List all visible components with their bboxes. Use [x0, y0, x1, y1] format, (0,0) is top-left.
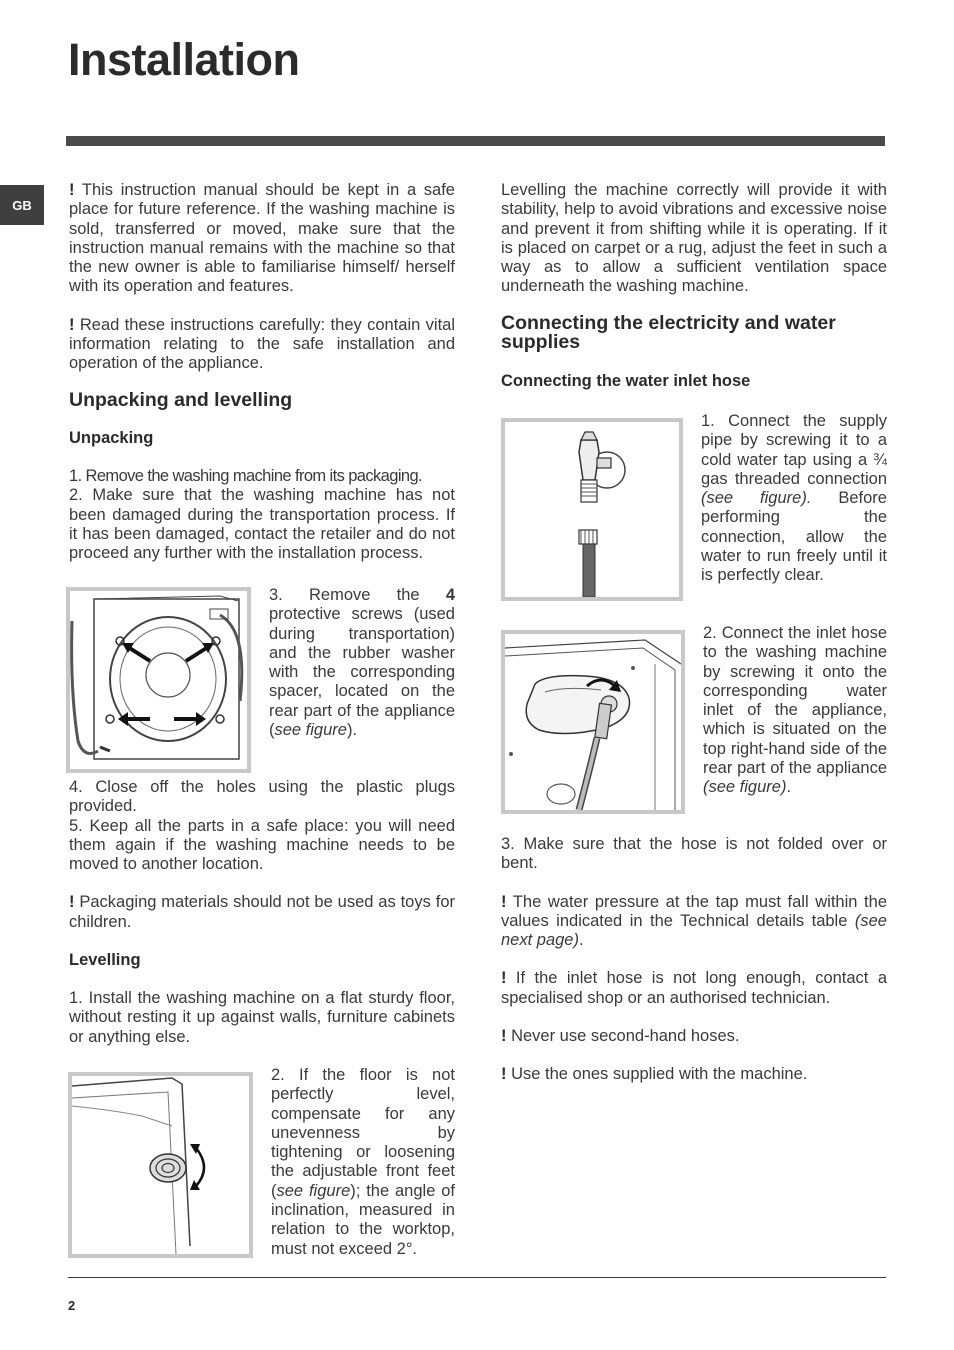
rear-panel-illustration: [70, 591, 247, 769]
left-column-middle: [69, 778, 455, 1047]
machine-inlet-illustration: [505, 634, 681, 810]
levelling-step-2: 2. If the floor is not perfectly level, compensate for any unevenness by tightening or loosening the adjustable front feet (see figure); the angle of inclination, measured in relation to the worktop, must not exceed 2°.: [271, 1066, 455, 1258]
figure-machine-inlet: [501, 630, 685, 814]
header-rule: [66, 136, 885, 146]
inlet-step-2: 2. Connect the inlet hose to the washing machine by screwing it onto the corresponding water inlet of the appliance, which is situated on the top right-hand side of the rear part of the appliance (see figure).: [703, 624, 887, 797]
levelling-step-1: 1. Install the washing machine on a flat sturdy floor, without resting it up against walls, furniture cabinets or anything else.: [69, 989, 455, 1046]
right-column-bottom: [501, 835, 887, 1085]
left-column-intro: [69, 181, 455, 564]
unpacking-step-1: 1. Remove the washing machine from its packaging.: [69, 467, 423, 486]
figure-tap-connection: [501, 418, 683, 601]
language-tab: GB: [0, 185, 44, 225]
figure-adjustable-foot: [68, 1072, 253, 1258]
section-heading-connecting: Connecting the electricity and water supplies: [501, 311, 836, 354]
unpacking-step-3: 3. Remove the 4 protective screws (used during transportation) and the rubber washer with the corresponding spacer, located on the rear part of the appliance (see figure).: [269, 586, 455, 740]
unpacking-step-2: 2. Make sure that the washing machine has not been damaged during the transportation process. If it has been damaged, contact the retailer and do not proceed any further with the installation process.: [69, 486, 455, 563]
subheading-unpacking: Unpacking: [69, 429, 154, 448]
warning-mark: !: [69, 181, 75, 199]
warning-mark: !: [69, 893, 75, 912]
supplied-hoses-note: ! Use the ones supplied with the machine.: [501, 1065, 808, 1084]
warning-mark: !: [501, 1065, 507, 1084]
footer-rule: [68, 1277, 886, 1278]
levelling-continued: Levelling the machine correctly will provide it with stability, help to avoid vibrations and excessive noise and prevent it from shifting while it is operating. If it is placed on carpet or a rug, adjust the feet in such a way as to allow a sufficient ventilation space underneath the washing machine.: [501, 181, 887, 296]
intro-note-2: ! Read these instructions carefully: they contain vital information relating to the safe installation and operation of the appliance.: [69, 315, 455, 373]
unpacking-step-5: 5. Keep all the parts in a safe place: you will need them again if the washing machine needs to be moved to another location.: [69, 816, 455, 874]
inlet-step-3: 3. Make sure that the hose is not folded over or bent.: [501, 835, 887, 873]
second-hand-note: ! Never use second-hand hoses.: [501, 1027, 740, 1046]
warning-mark: !: [501, 969, 507, 988]
subheading-water-inlet: Connecting the water inlet hose: [501, 371, 751, 390]
unpacking-step-4: 4. Close off the holes using the plastic plugs provided.: [69, 778, 455, 816]
page-title: Installation: [68, 34, 300, 85]
figure-rear-screws: [66, 587, 251, 773]
section-heading-unpacking-levelling: Unpacking and levelling: [69, 388, 293, 411]
right-column-top: [501, 181, 887, 391]
warning-mark: !: [501, 892, 507, 911]
warning-mark: !: [501, 1027, 507, 1046]
subheading-levelling: Levelling: [69, 951, 141, 970]
intro-note-1: ! This instruction manual should be kept in a safe place for future reference. If the washing machine is sold, transferred or moved, make sure that the instruction manual remains with the machine so that the new owner is able to familiarise himself/ herself with its operation and features.: [69, 181, 455, 296]
page-number: 2: [68, 1298, 76, 1313]
tap-illustration: [505, 422, 679, 597]
foot-illustration: [72, 1076, 249, 1254]
inlet-step-1: 1. Connect the supply pipe by screwing it to a cold water tap using a ¾ gas threaded connection (see figure). Before performing the connection, allow the water to run freely until it is perfectly clear.: [701, 412, 887, 585]
packaging-note: ! Packaging materials should not be used as toys for children.: [69, 893, 455, 931]
pressure-note: ! The water pressure at the tap must fall within the values indicated in the Technical details table (see next page).: [501, 892, 887, 950]
hose-length-note: ! If the inlet hose is not long enough, contact a specialised shop or an authorised technician.: [501, 969, 887, 1007]
warning-mark: !: [69, 315, 75, 334]
